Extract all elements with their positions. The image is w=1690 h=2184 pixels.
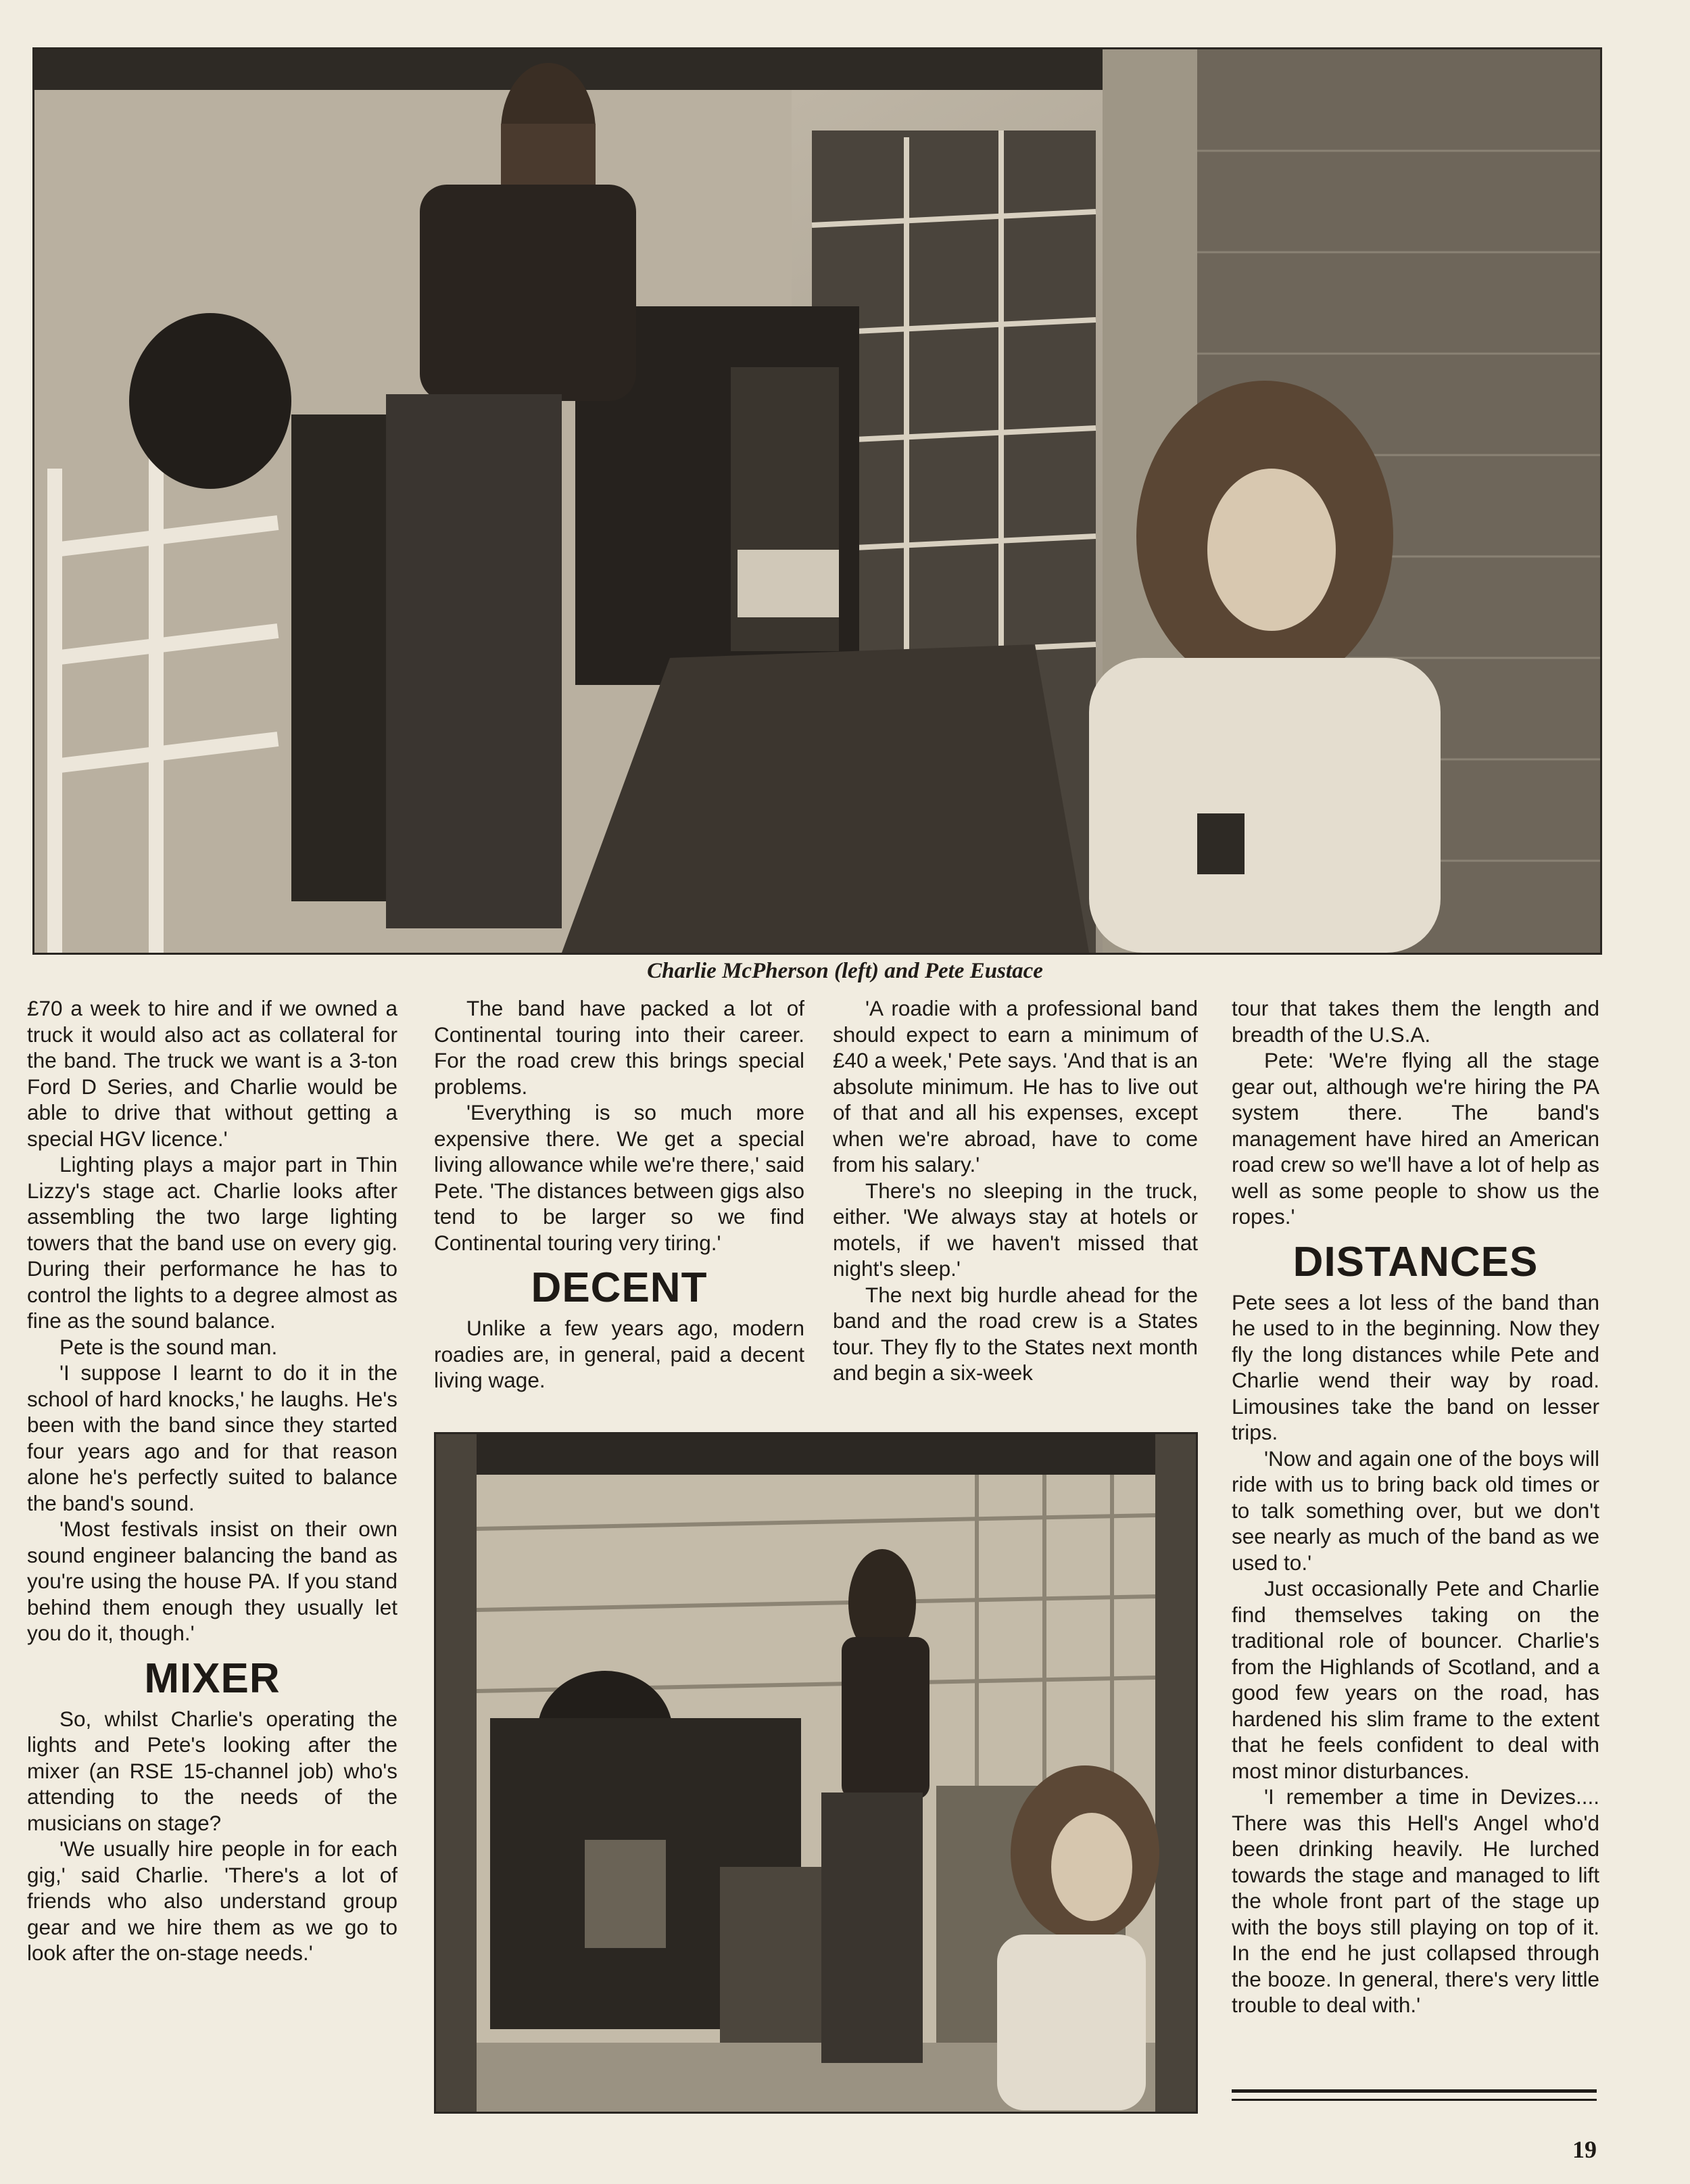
section-heading-mixer: MIXER	[144, 1655, 281, 1702]
end-rule	[1232, 2089, 1597, 2093]
article-column-2	[434, 995, 804, 1394]
paragraph: 'We usually hire people in for each gig,' said Charlie. 'There's a lot of friends who also understand group gear and we hire them as we go to look after the on-stage needs.'	[27, 1836, 397, 1965]
paragraph: Lighting plays a major part in Thin Lizzy's stage act. Charlie looks after assembling the two large lighting towers that the band use on every gig. During their performance he has to control the lights to a degree almost as fine as the sound balance.	[27, 1152, 397, 1333]
photo-top-image	[34, 49, 1600, 953]
photo-bottom	[434, 1432, 1198, 2114]
article-column-1	[27, 995, 397, 1966]
paragraph: The band have packed a lot of Continental touring into their career. For the road crew this brings special problems.	[434, 996, 804, 1099]
paragraph: 'I remember a time in Devizes.... There was this Hell's Angel who'd been drinking heavily. He lurched towards the stage and managed to lift the whole front part of the stage up with the boys still playing on top of it. In the end he just collapsed through the booze. In general, there's very little trouble to deal with.'	[1232, 1784, 1599, 2017]
paragraph: Unlike a few years ago, modern roadies are, in general, paid a decent living wage.	[434, 1316, 804, 1392]
article-column-4	[1232, 995, 1599, 2018]
photo-top	[32, 47, 1602, 955]
paragraph: Just occasionally Pete and Charlie find themselves taking on the traditional role of bouncer. Charlie's from the Highlands of Scotland, and a good few years on the road, has hardened his slim frame to the extent that he feels confident to deal with most minor disturbances.	[1232, 1576, 1599, 1783]
section-heading-distances: DISTANCES	[1293, 1238, 1539, 1285]
paragraph: 'Most festivals insist on their own sound engineer balancing the band as you're using the house PA. If you stand behind them enough they usually let you do it, though.'	[27, 1517, 397, 1645]
paragraph: tour that takes them the length and breadth of the U.S.A.	[1232, 996, 1599, 1047]
paragraph: There's no sleeping in the truck, either. 'We always stay at hotels or motels, if we haven't missed that night's sleep.'	[833, 1178, 1198, 1281]
photo-caption: Charlie McPherson (left) and Pete Eustace	[647, 959, 1043, 983]
article-column-3	[833, 995, 1198, 1386]
paragraph: The next big hurdle ahead for the band and the road crew is a States tour. They fly to the States next month and begin a six-week	[833, 1282, 1198, 1385]
section-heading-decent: DECENT	[531, 1264, 708, 1311]
paragraph: 'A roadie with a professional band should expect to earn a minimum of £40 a week,' Pete says. 'And that is an absolute minimum. He has to live out of that and all his expenses, except when we're abroad, have to come from his salary.'	[833, 996, 1198, 1177]
paragraph: 'I suppose I learnt to do it in the school of hard knocks,' he laughs. He's been with the band since they started four years ago and for that reason alone he's perfectly suited to balance the band's sound.	[27, 1360, 397, 1515]
paragraph: 'Everything is so much more expensive there. We get a special living allowance while we're there,' said Pete. 'The distances between gigs also tend to be larger so we find Continental touring very tiring.'	[434, 1100, 804, 1255]
paragraph: £70 a week to hire and if we owned a truck it would also act as collateral for the band. The truck we want is a 3-ton Ford D Series, and Charlie would be able to drive that without getting a special HGV licence.'	[27, 996, 397, 1151]
paragraph: 'Now and again one of the boys will ride with us to bring back old times or to talk something over, but we don't see nearly as much of the band as we used to.'	[1232, 1446, 1599, 1575]
paragraph: So, whilst Charlie's operating the lights and Pete's looking after the mixer (an RSE 15-channel job) who's attending to the needs of the musicians on stage?	[27, 1706, 397, 1835]
paragraph: Pete sees a lot less of the band than he used to in the beginning. Now they fly the long distances while Pete and Charlie wend their way by road. Limousines take the band on lesser trips.	[1232, 1289, 1599, 1444]
page-number: 19	[1572, 2136, 1597, 2163]
photo-bottom-image	[436, 1434, 1196, 2112]
paragraph: Pete is the sound man.	[59, 1334, 278, 1359]
end-rule	[1232, 2099, 1597, 2101]
paragraph: Pete: 'We're flying all the stage gear out, although we're hiring the PA system there. The band's management have hired an American road crew so we'll have a lot of help as well as some people to show us the ropes.'	[1232, 1048, 1599, 1229]
